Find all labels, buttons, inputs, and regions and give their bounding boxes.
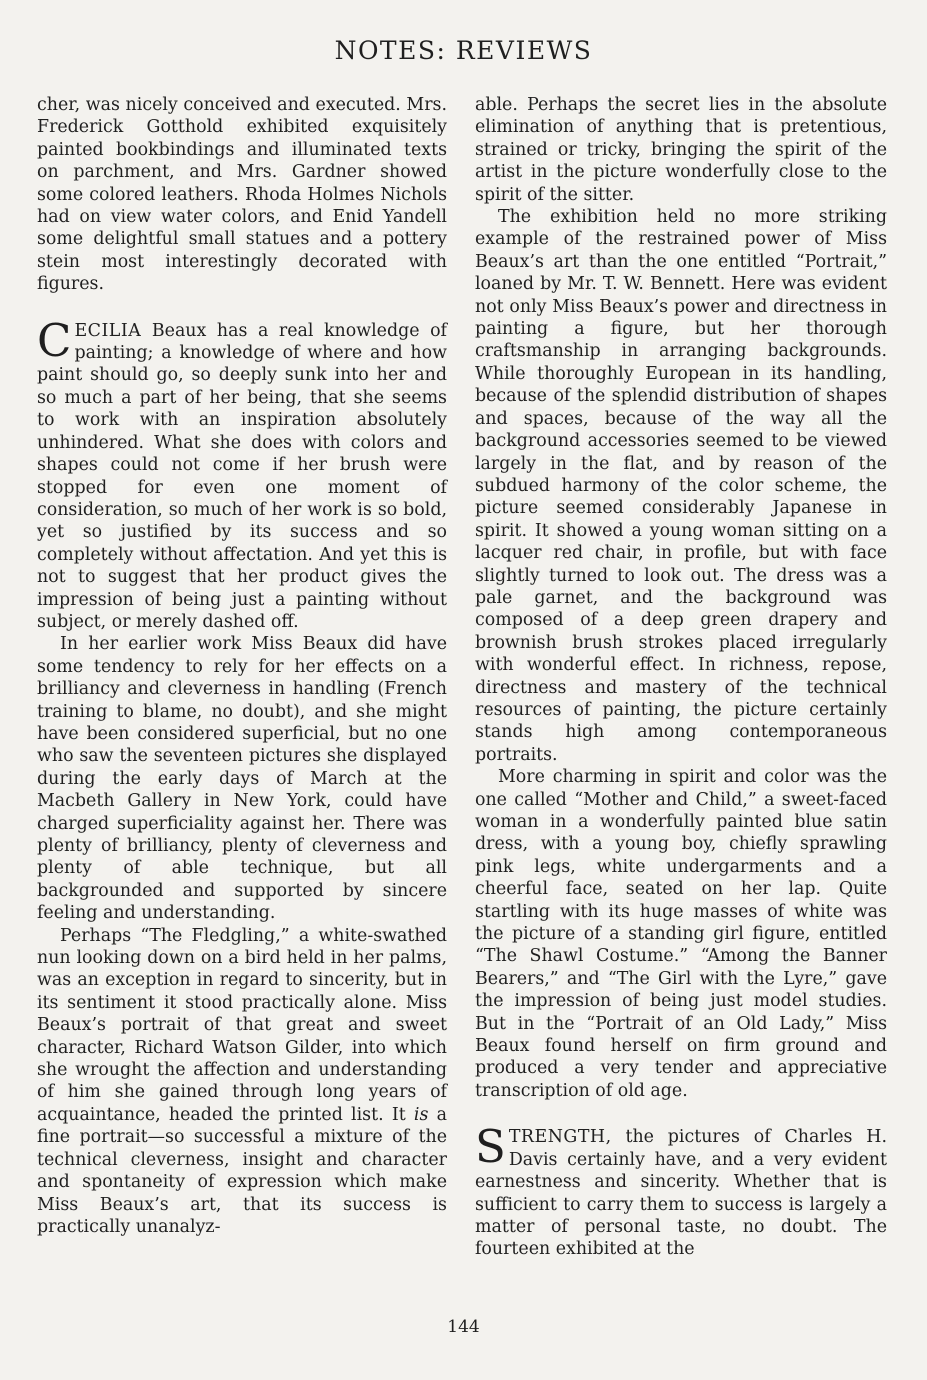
paragraph: More charming in spirit and color was the one called “Mother and Child,” a sweet-faced woman in a wonderfully painted blue satin dress, with a young boy, chiefly sprawling pink legs, white undergarments and a cheerful face, seated on her lap. Quite startling with its huge masses of white was the picture of a standing girl figure, entitled “The Shawl Costume.” “Among the Banner Bearers,” and “The Girl with the Lyre,” gave the impression of being just model studies. But in the “Portrait of an Old Lady,” Miss Beaux found herself on firm ground and produced a very tender and appreciative transcription of old age.	[475, 767, 887, 1101]
paragraph-charles-davis	[475, 1120, 887, 1260]
paragraph-text: the pictures of Charles H. Davis certainly have, and a very evident earnestness and sincerity. Whether that is sufficient to carry them to success is largely a matter of personal taste, no doubt. The fourteen exhibited at the	[475, 1127, 887, 1260]
right-column	[475, 94, 887, 1261]
paragraph: able. Perhaps the secret lies in the absolute elimination of anything that is pretentious, strained or tricky, bringing the spirit of the artist in the picture wonderfully close to the spirit of the sitter.	[475, 95, 887, 205]
drop-cap: C	[37, 313, 72, 367]
emphasis: is	[413, 1104, 429, 1125]
paragraph: The exhibition held no more striking example of the restrained power of Miss Beaux’s art than the one entitled “Portrait,” loaned by Mr. T. W. Bennett. Here was evident not only Miss Beaux’s power and directness in painting a figure, but her thorough craftsmanship in arranging backgrounds. While thoroughly European in its handling, because of the splendid distribution of shapes and spaces, because of the way all the background accessories seemed to be viewed largely in the flat, and by reason of the subdued harmony of the color scheme, the picture seemed considerably Japanese in spirit. It showed a young woman sitting on a lacquer red chair, in profile, but with face slightly turned to look out. The dress was a pale garnet, and the background was composed of a deep green drapery and brownish brush strokes placed irregularly with wonderful effect. In richness, repose, directness and mastery of the technical resources of painting, the picture certainly stands high among contemporaneous portraits.	[475, 207, 887, 765]
lead-word: TRENGTH,	[508, 1127, 612, 1148]
paragraph-text: Perhaps “The Fledgling,” a white-swathed nun looking down on a bird held in her palms, was an exception in regard to sincerity, but in its sentiment it stood practically alone. Miss Beaux’s portrait of that great and sweet character, Richard Watson Gilder, into which she wrought the affection and understanding of him she gained through long years of acquaintance, headed the printed list. It	[37, 925, 447, 1125]
paragraph-text: Beaux has a real knowledge of painting; a knowledge of where and how paint should go, so deeply sunk into her and so much a part of her being, that she seems to work with an inspiration absolutely unhindered. What she does with colors and shapes could not come if her brush were stopped for even one moment of consideration, so much of her work is so bold, yet so justified by its success and so completely without affectation. And yet this is not to suggest that her product gives the impression of being just a painting without subject, or merely dashed off.	[37, 320, 447, 632]
drop-cap: S	[475, 1120, 506, 1174]
lead-word: ECILIA	[74, 320, 142, 341]
paragraph-cecilia-beaux	[37, 313, 447, 634]
paragraph: cher, was nicely conceived and executed. Mrs. Frederick Gotthold exhibited exquisitely painted bookbindings and illuminated texts on parchment, and Mrs. Gardner showed some colored leathers. Rhoda Holmes Nichols had on view water colors, and Enid Yandell some delightful small statues and a pottery stein most interestingly decorated with figures.	[37, 95, 447, 295]
left-column	[37, 94, 447, 1238]
paragraph: In her earlier work Miss Beaux did have some tendency to rely for her effects on a brilliancy and cleverness in handling (French training to blame, no doubt), and she might have been considered superficial, but no one who saw the seventeen pictures she displayed during the early days of March at the Macbeth Gallery in New York, could have charged superficiality against her. There was plenty of brilliancy, plenty of cleverness and plenty of able technique, but all backgrounded and supported by sincere feeling and understanding.	[37, 634, 447, 924]
page-title: NOTES: REVIEWS	[334, 36, 593, 65]
paragraph-text: a fine portrait—so successful a mixture of the technical cleverness, insight and character and spontaneity of expression which make Miss Beaux’s art, that its success is practically unanalyz-	[37, 1104, 448, 1237]
paragraph	[37, 925, 447, 1239]
page-number: 144	[447, 1317, 480, 1337]
